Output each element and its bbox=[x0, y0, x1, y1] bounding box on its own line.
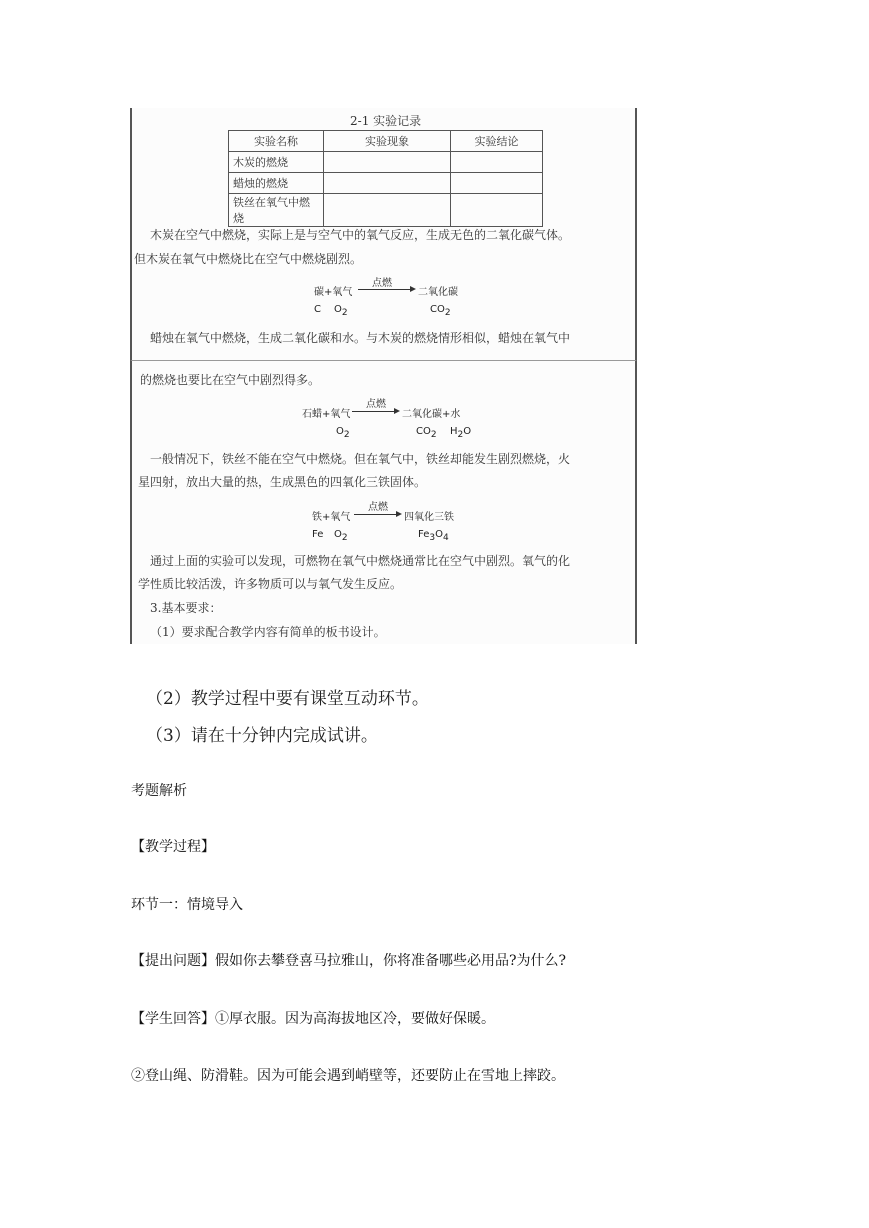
equation-1-arrow bbox=[358, 289, 414, 290]
teaching-process-heading: 【教学过程】 bbox=[131, 839, 215, 855]
table-header-row bbox=[229, 131, 543, 152]
step-one-heading: 环节一：情境导入 bbox=[131, 897, 243, 913]
table-row bbox=[229, 173, 543, 194]
textbook-scan-top bbox=[130, 108, 637, 360]
student-answer-1: 【学生回答】①厚衣服。因为高海拔地区冷，要做好保暖。 bbox=[131, 1011, 495, 1027]
equation-3-condition: 点燃 bbox=[368, 502, 388, 513]
paragraph-charcoal-1: 木炭在空气中燃烧，实际上是与空气中的氧气反应，生成无色的二氧化碳气体。 bbox=[150, 228, 571, 242]
equation-1-formula-o2: $O_2$ bbox=[334, 304, 348, 318]
equation-3-formula-o2: $O_2$ bbox=[334, 529, 348, 543]
equation-3-right: 四氧化三铁 bbox=[404, 512, 454, 523]
equation-2-formula-co2: $CO_2$ bbox=[416, 426, 437, 440]
paragraph-iron-2: 星四射，放出大量的热，生成黑色的四氧化三铁固体。 bbox=[138, 475, 427, 489]
equation-2-formula-o2: $O_2$ bbox=[336, 426, 350, 440]
experiment-record-table bbox=[228, 130, 543, 227]
header-conclusion: 实验结论 bbox=[451, 131, 543, 152]
textbook-scan-bottom bbox=[130, 360, 637, 644]
question-paragraph: 【提出问题】假如你去攀登喜马拉雅山，你将准备哪些必用品?为什么? bbox=[131, 953, 567, 969]
equation-1-left: 碳+氧气 bbox=[314, 287, 353, 298]
equation-3-formula-fe: Fe bbox=[312, 529, 324, 540]
table-row bbox=[229, 194, 543, 227]
requirement-3: （3）请在十分钟内完成试讲。 bbox=[146, 726, 378, 746]
table-row bbox=[229, 152, 543, 173]
header-phenomenon: 实验现象 bbox=[324, 131, 451, 152]
equation-2-arrow bbox=[352, 411, 398, 412]
equation-2-right: 二氧化碳+水 bbox=[402, 409, 461, 420]
row-name-iron: 铁丝在氧气中燃烧 bbox=[229, 194, 324, 227]
equation-2-formula-h2o: $H_2O$ bbox=[450, 426, 472, 440]
equation-3-arrow bbox=[354, 514, 400, 515]
row-name-candle: 蜡烛的燃烧 bbox=[229, 173, 324, 194]
paragraph-iron-1: 一般情况下，铁丝不能在空气中燃烧。但在氧气中，铁丝却能发生剧烈燃烧，火 bbox=[150, 452, 571, 466]
equation-2-condition: 点燃 bbox=[366, 399, 386, 410]
paragraph-candle-2: 的燃烧也要比在空气中剧烈得多。 bbox=[140, 373, 321, 387]
requirements-title: 3.基本要求： bbox=[150, 601, 222, 615]
analysis-heading: 考题解析 bbox=[131, 783, 187, 799]
row-name-charcoal: 木炭的燃烧 bbox=[229, 152, 324, 173]
equation-2-left: 石蜡+氧气 bbox=[302, 409, 351, 420]
equation-3-formula-fe3o4: $Fe_3O_4$ bbox=[418, 529, 449, 543]
equation-1-condition: 点燃 bbox=[372, 278, 392, 289]
requirement-1: （1）要求配合教学内容有简单的板书设计。 bbox=[150, 625, 386, 639]
equation-1-formula-co2: $CO_2$ bbox=[430, 304, 451, 318]
equation-3-left: 铁+氧气 bbox=[312, 512, 351, 523]
paragraph-charcoal-2: 但木炭在氧气中燃烧比在空气中燃烧剧烈。 bbox=[134, 252, 363, 266]
table-caption: 2-1 实验记录 bbox=[350, 114, 422, 128]
header-experiment-name: 实验名称 bbox=[229, 131, 324, 152]
paragraph-summary-2: 学性质比较活泼，许多物质可以与氧气发生反应。 bbox=[138, 577, 403, 591]
paragraph-summary-1: 通过上面的实验可以发现，可燃物在氧气中燃烧通常比在空气中剧烈。氧气的化 bbox=[150, 554, 571, 568]
student-answer-2: ②登山绳、防滑鞋。因为可能会遇到峭壁等，还要防止在雪地上摔跤。 bbox=[131, 1068, 565, 1084]
equation-1-right: 二氧化碳 bbox=[418, 287, 458, 298]
requirement-2: （2）教学过程中要有课堂互动环节。 bbox=[146, 689, 429, 709]
paragraph-candle-1: 蜡烛在氧气中燃烧，生成二氧化碳和水。与木炭的燃烧情形相似，蜡烛在氧气中 bbox=[150, 331, 571, 345]
equation-1-formula-c: C bbox=[314, 304, 321, 315]
